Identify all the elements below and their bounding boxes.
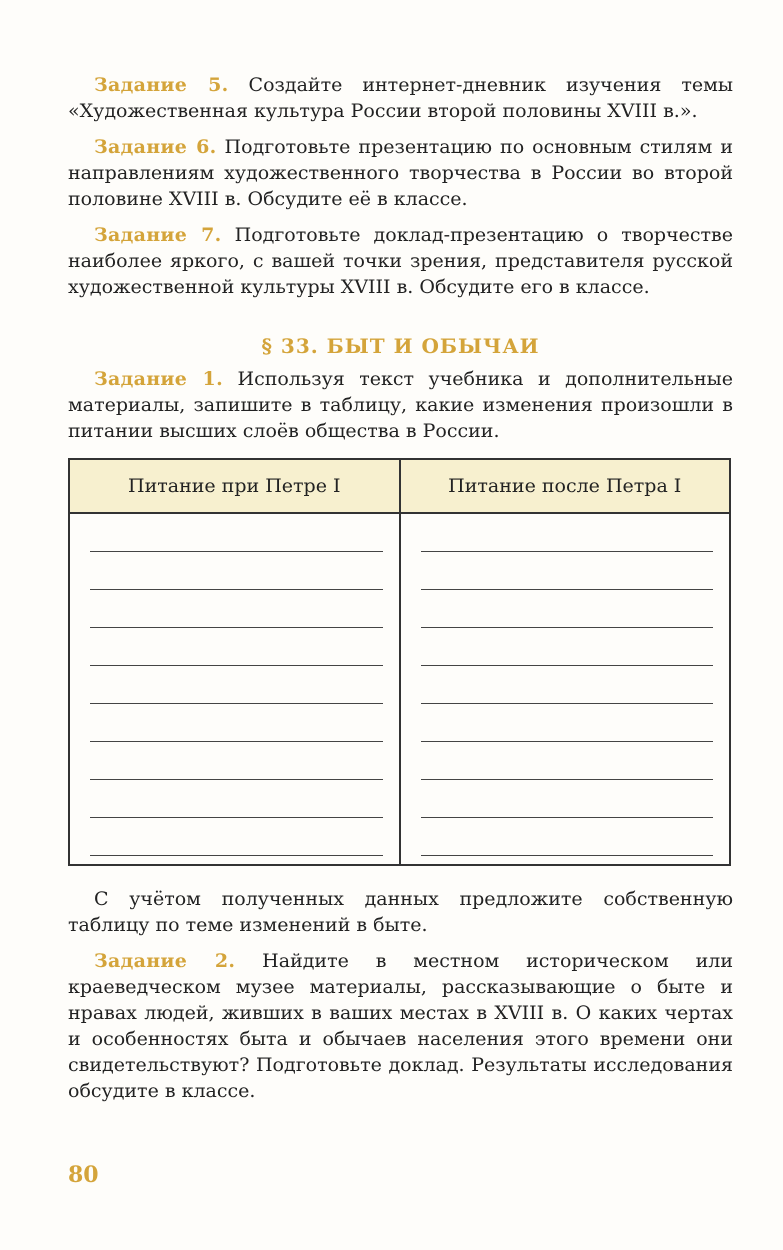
page-content — [68, 72, 733, 1114]
table-column-after[interactable] — [399, 514, 730, 864]
task-5-label: Задание 5. — [94, 74, 229, 96]
task-6-text: Подготовьте презентацию по основным стилям и направлениям художественного творчества в России во второй половине XVIII в. Обсудите её в классе. — [68, 136, 733, 210]
write-line[interactable] — [90, 590, 383, 628]
section-title: § 33. БЫТ И ОБЫЧАИ — [261, 334, 540, 358]
task-2-text: Найдите в местном историческом или краеведческом музее материалы, рассказывающие о быте и нравах людей, живших в ваших местах в XVIII в. О каких чертах и особенностях быта и обычаев населения этого времени они свидетельствуют? Подготовьте доклад. Результаты исследования обсудите в классе. — [68, 950, 733, 1102]
task-5 — [68, 72, 733, 124]
task-7-label: Задание 7. — [94, 224, 222, 246]
write-line[interactable] — [421, 590, 714, 628]
write-line[interactable] — [421, 742, 714, 780]
page-number: 80 — [68, 1162, 99, 1188]
write-line[interactable] — [90, 818, 383, 856]
nutrition-table — [68, 458, 731, 866]
write-line[interactable] — [90, 742, 383, 780]
task-5-text: Создайте интернет-дневник изучения темы «Художественная культура России второй половины XVIII в.». — [68, 74, 733, 122]
task-1-label: Задание 1. — [94, 368, 223, 390]
write-line[interactable] — [421, 704, 714, 742]
write-line[interactable] — [421, 780, 714, 818]
task-6-label: Задание 6. — [94, 136, 217, 158]
write-line[interactable] — [90, 514, 383, 552]
task-7-text: Подготовьте доклад-презентацию о творчестве наиболее яркого, с вашей точки зрения, представителя русской художественной культуры XVIII в. Обсудите его в классе. — [68, 224, 733, 298]
task-1 — [68, 366, 733, 444]
task-2 — [68, 948, 733, 1104]
table-header-after: Питание после Петра I — [399, 460, 730, 512]
task-2-label: Задание 2. — [94, 950, 236, 972]
write-line[interactable] — [421, 818, 714, 856]
task-6 — [68, 134, 733, 212]
write-line[interactable] — [90, 780, 383, 818]
write-line[interactable] — [421, 666, 714, 704]
table-body — [70, 514, 729, 864]
table-column-before[interactable] — [70, 514, 399, 864]
table-header-before: Питание при Петре I — [128, 475, 341, 497]
write-line[interactable] — [421, 628, 714, 666]
write-line[interactable] — [90, 628, 383, 666]
write-line[interactable] — [421, 514, 714, 552]
table-header — [70, 460, 729, 514]
write-line[interactable] — [421, 552, 714, 590]
after-table-text: С учётом полученных данных предложите собственную таблицу по теме изменений в быте. — [68, 888, 733, 936]
write-line[interactable] — [90, 552, 383, 590]
task-7 — [68, 222, 733, 300]
write-line[interactable] — [90, 666, 383, 704]
write-line[interactable] — [90, 704, 383, 742]
task-1-text: Используя текст учебника и дополнительные материалы, запишите в таблицу, какие изменения произошли в питании высших слоёв общества в России. — [68, 368, 734, 442]
